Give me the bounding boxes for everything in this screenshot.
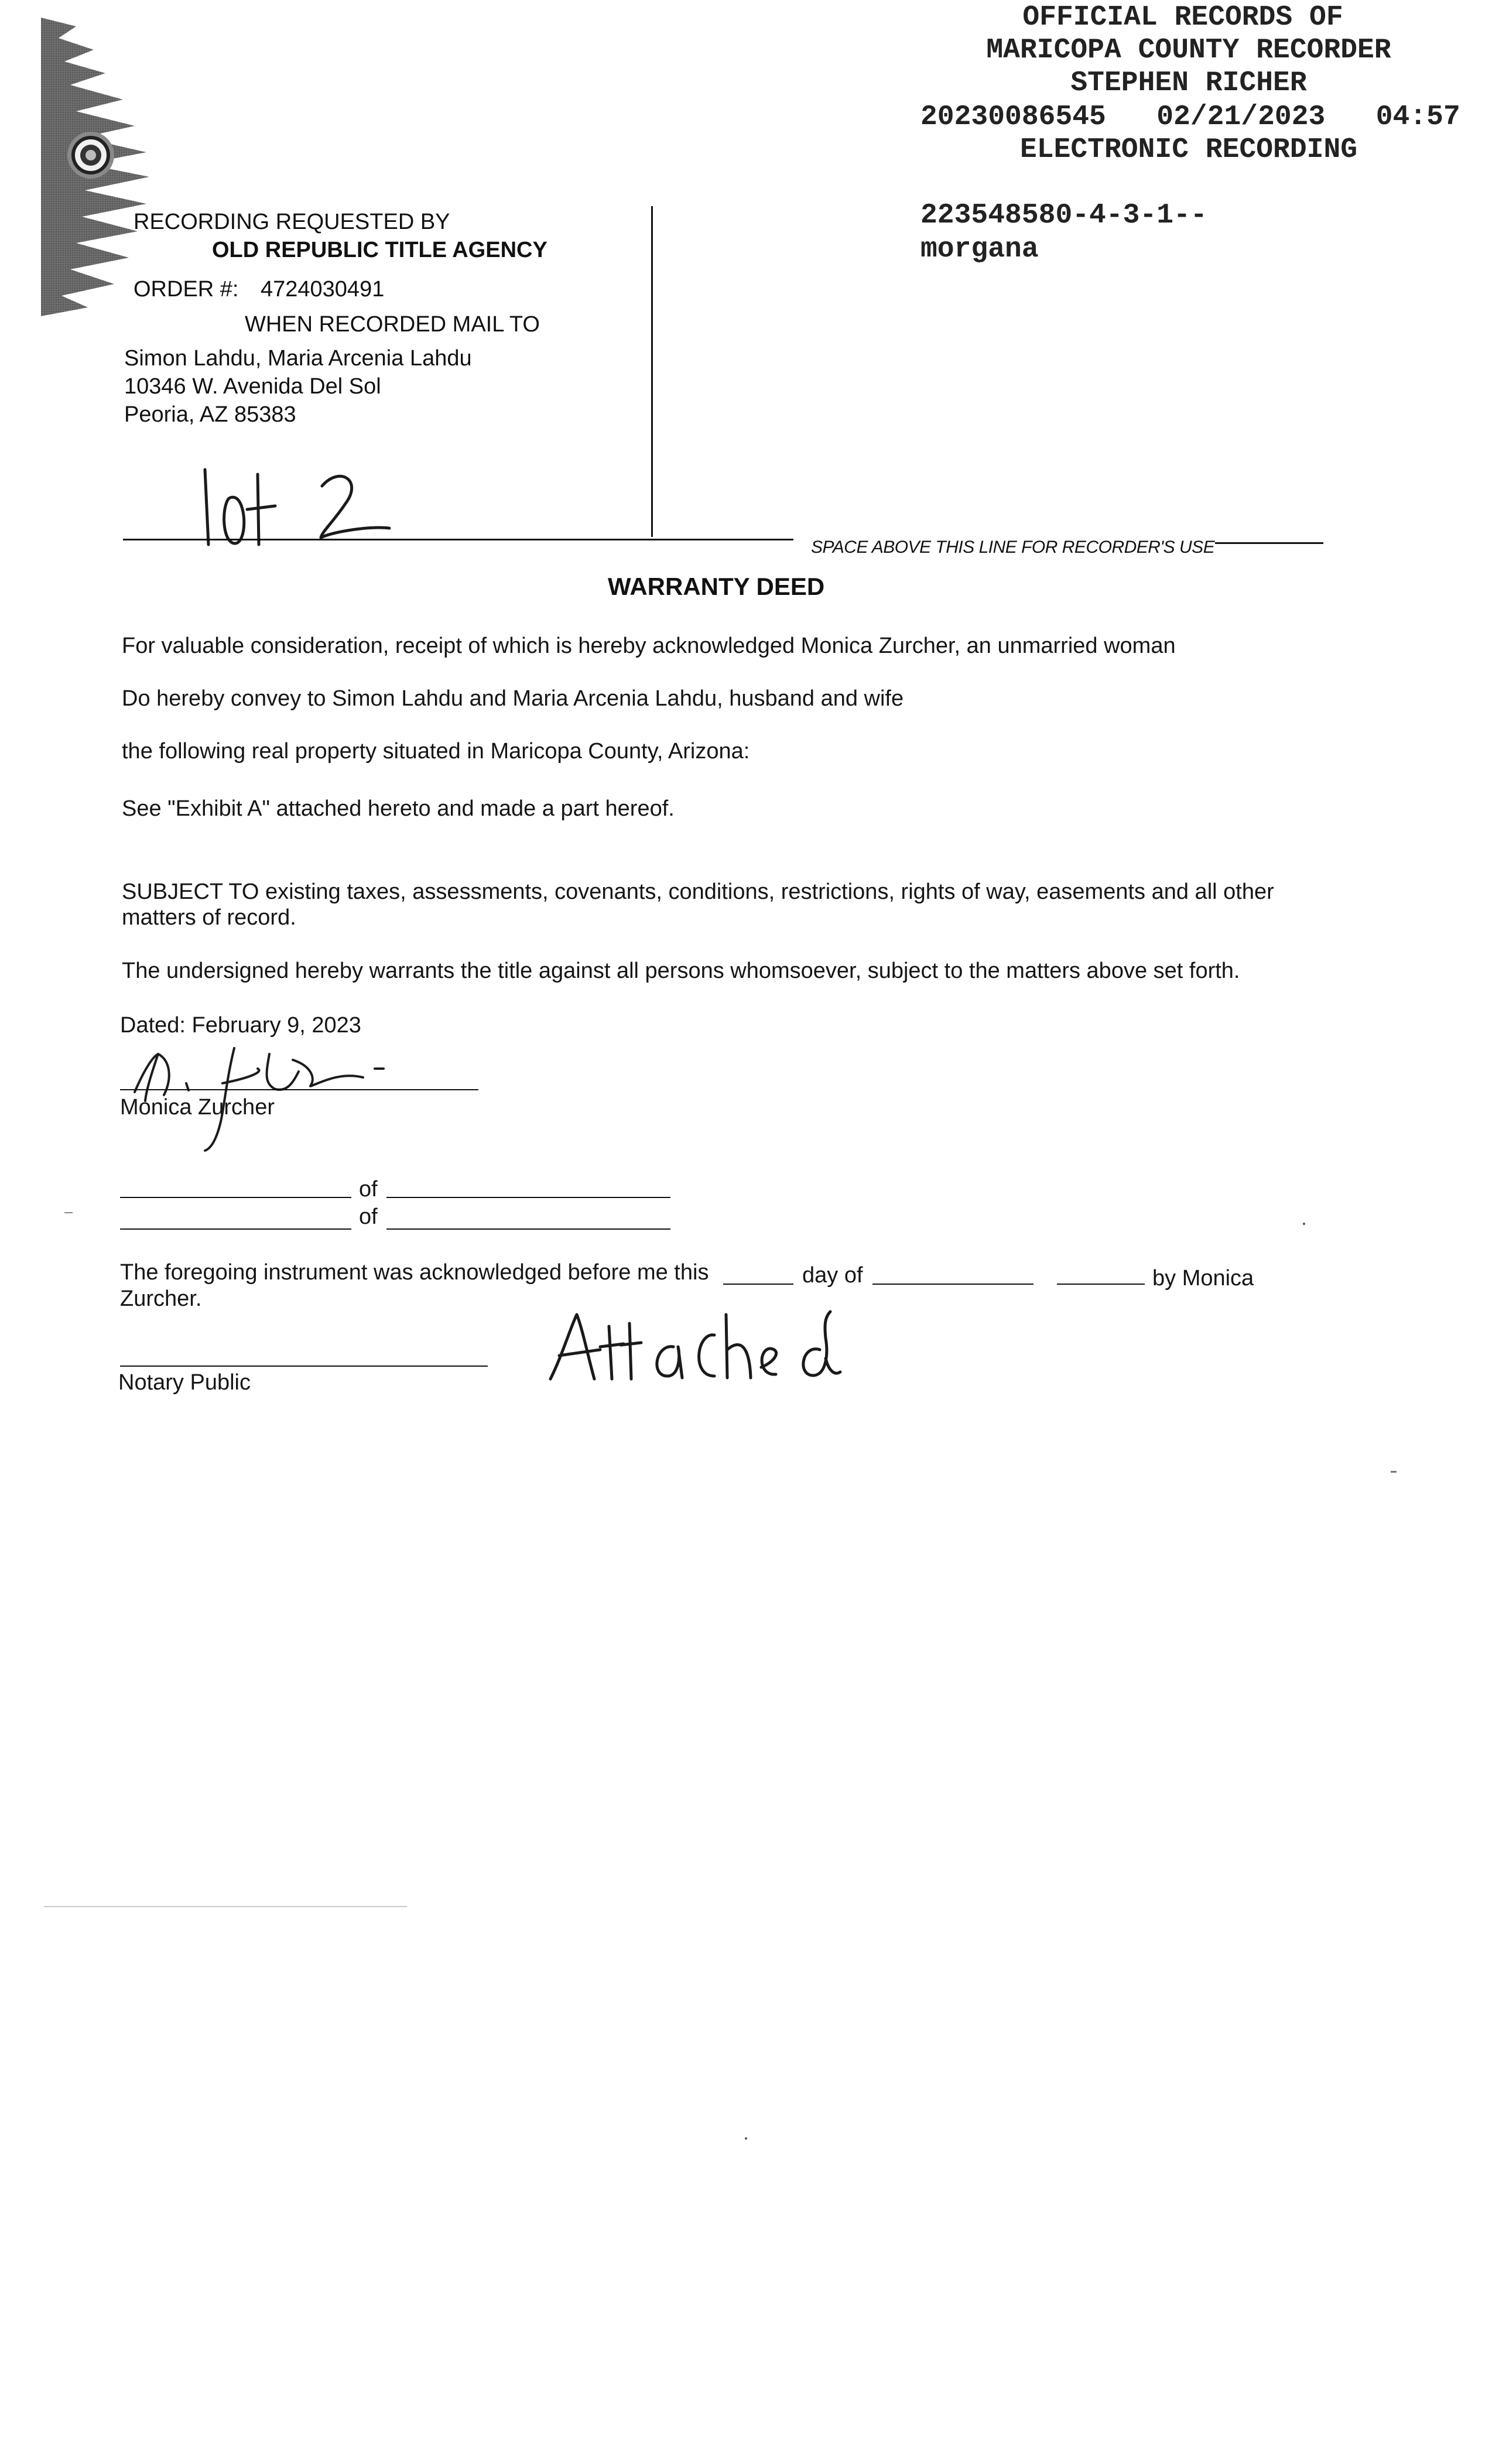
scan-artifact-dash (64, 1212, 73, 1213)
exhibit-reference: See "Exhibit A" attached hereto and made a part hereof. (122, 796, 675, 821)
subject-to-line1: SUBJECT TO existing taxes, assessments, covenants, conditions, restrictions, rights of way, easements and all other (122, 879, 1274, 904)
mail-to-name: Simon Lahdu, Maria Arcenia Lahdu (124, 346, 472, 371)
recorder-header-line2: MARICOPA COUNTY RECORDER (986, 35, 1391, 66)
handwritten-page-count (193, 463, 404, 550)
blank-line-1a (120, 1197, 351, 1198)
acknowledgment-text: The foregoing instrument was acknowledged before me this (120, 1260, 709, 1285)
scan-artifact-dot-right (1303, 1223, 1305, 1225)
ack-name-continued: Zurcher. (120, 1286, 202, 1311)
recorder-use-label: SPACE ABOVE THIS LINE FOR RECORDER'S USE (811, 538, 1215, 557)
blank-line-2b (386, 1228, 670, 1230)
when-recorded-mail-to-label: WHEN RECORDED MAIL TO (245, 312, 540, 337)
recorder-line-right (1215, 542, 1323, 544)
document-title: WARRANTY DEED (608, 573, 825, 600)
blank-line-1b (386, 1197, 670, 1198)
blank-line-2a (120, 1228, 351, 1230)
consideration-paragraph: For valuable consideration, receipt of which is hereby acknowledged Monica Zurcher, an unmarried woman (122, 634, 1176, 658)
recording-requested-by-label: RECORDING REQUESTED BY (134, 210, 450, 234)
ack-year-blank (1057, 1284, 1145, 1285)
conveyance-paragraph: Do hereby convey to Simon Lahdu and Maria Arcenia Lahdu, husband and wife (122, 686, 904, 711)
ack-by-label: by Monica (1152, 1266, 1254, 1291)
scan-artifact-dot (745, 2137, 747, 2140)
ack-day-of-label: day of (802, 1263, 863, 1288)
ack-month-blank (872, 1284, 1033, 1285)
electronic-recording-label: ELECTRONIC RECORDING (1019, 134, 1358, 166)
of-label-1: of (359, 1177, 378, 1202)
ack-day-blank (723, 1284, 793, 1285)
order-number: 4724030491 (261, 277, 385, 302)
scan-artifact-dash-right (1391, 1471, 1397, 1473)
of-label-2: of (359, 1204, 378, 1229)
mail-to-city: Peoria, AZ 85383 (124, 402, 296, 427)
notary-signature-line (120, 1366, 488, 1367)
mail-to-street: 10346 W. Avenida Del Sol (124, 374, 381, 399)
recording-number-date-time: 20230086545 02/21/2023 04:57 (920, 101, 1460, 133)
scan-artifact-line (44, 1906, 407, 1907)
recorder-header-line1: OFFICIAL RECORDS OF (1022, 2, 1343, 33)
signature-line (120, 1089, 478, 1090)
handwritten-attached (545, 1303, 878, 1399)
notary-seal-stamp (41, 18, 170, 316)
recorder-line-left (123, 539, 793, 540)
dated-line: Dated: February 9, 2023 (120, 1013, 361, 1038)
recorder-clerk: morgana (920, 234, 1039, 265)
warranty-paragraph: The undersigned hereby warrants the title against all persons whomsoever, subject to the matters above set forth. (122, 959, 1240, 983)
recording-block-divider (651, 206, 653, 537)
recorder-name: STEPHEN RICHER (1070, 67, 1307, 99)
grantor-name: Monica Zurcher (120, 1095, 275, 1120)
title-agency-name: OLD REPUBLIC TITLE AGENCY (212, 238, 547, 262)
property-location-paragraph: the following real property situated in Maricopa County, Arizona: (122, 739, 750, 764)
subject-to-line2: matters of record. (122, 905, 296, 930)
recorder-doc-code: 223548580-4-3-1-- (920, 200, 1207, 231)
order-number-label: ORDER #: (134, 277, 239, 302)
notary-public-label: Notary Public (118, 1370, 251, 1395)
